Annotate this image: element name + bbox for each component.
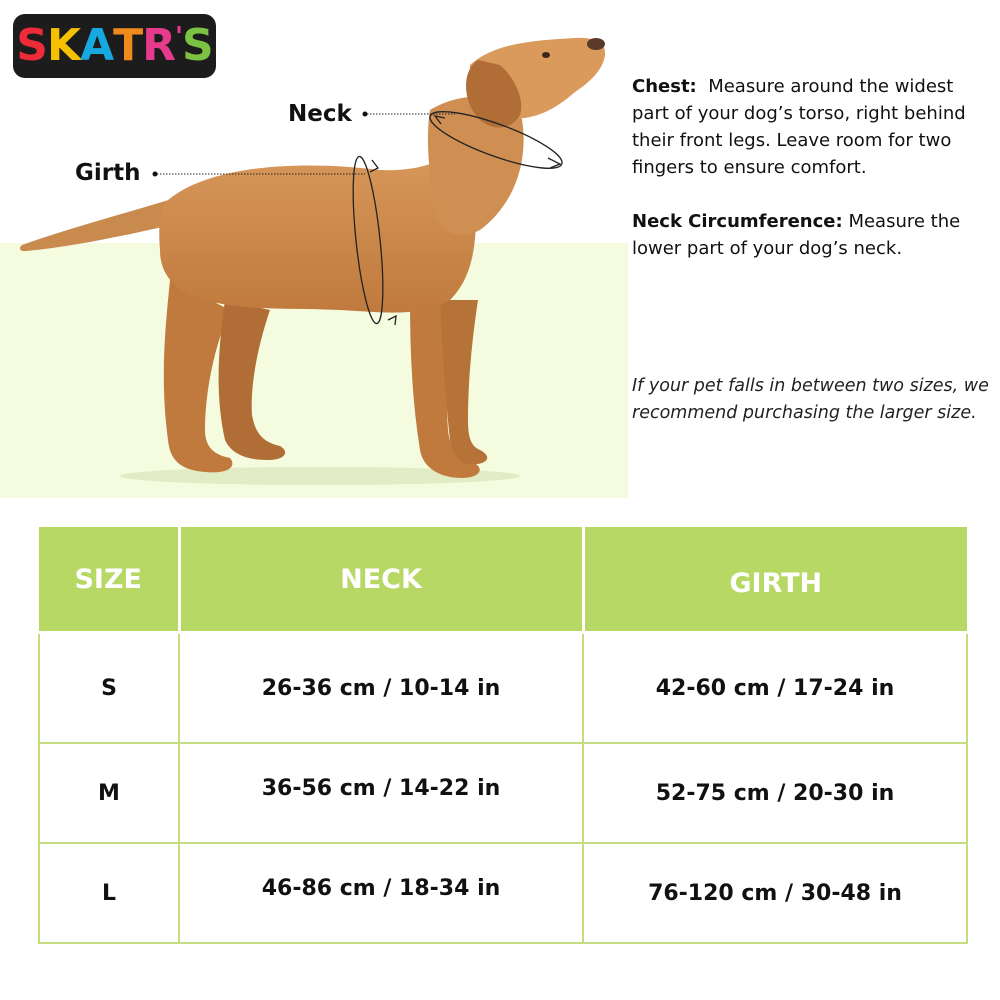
logo-letter: A [80, 20, 114, 71]
neck-title: Neck Circumference: [632, 211, 843, 232]
table-row [39, 843, 967, 943]
chest-info [632, 73, 992, 181]
girth-cell: 76-120 cm / 30-48 in [583, 843, 967, 943]
dog-body [159, 140, 476, 313]
size-cell: L [39, 843, 179, 943]
girth-cell: 42-60 cm / 17-24 in [583, 633, 967, 744]
girth-arrow [388, 316, 396, 325]
neck-text: Measure the lower part of your dog’s neck. [632, 211, 961, 259]
neck-cell: 46-86 cm / 18-34 in [179, 843, 583, 943]
sizing-note: If your pet falls in between two sizes, we recommend purchasing the larger size. [632, 376, 989, 423]
neck-leader-dot [363, 112, 368, 117]
table-row [39, 633, 967, 744]
table-row [39, 743, 967, 843]
girth-cell: 52-75 cm / 20-30 in [583, 743, 967, 843]
dog-illustration [0, 0, 628, 498]
header-neck: NECK [179, 527, 583, 633]
header-size: SIZE [39, 527, 179, 633]
neck-label: Neck [288, 101, 352, 127]
logo-letter: T [113, 20, 143, 71]
dog-nose [587, 38, 605, 50]
girth-leader-dot [153, 172, 158, 177]
dog-back-leg [219, 300, 286, 460]
size-cell: S [39, 633, 179, 744]
dog-eye [542, 52, 550, 58]
size-chart-table [38, 527, 968, 944]
logo-letter: S [16, 20, 47, 71]
logo-letter: R [142, 20, 176, 71]
neck-cell: 36-56 cm / 14-22 in [179, 743, 583, 843]
logo-letter: K [46, 20, 81, 71]
table-header-row [39, 527, 967, 633]
neck-cell: 26-36 cm / 10-14 in [179, 633, 583, 744]
logo-letter: S [182, 20, 213, 71]
header-girth: GIRTH [583, 527, 967, 633]
logo-letter: ' [175, 22, 183, 52]
chest-text: Measure around the widest part of your dog’s torso, right behind their front legs. Leave room for two fingers to ensure comfort. [632, 76, 966, 178]
chest-title: Chest: [632, 76, 697, 97]
size-cell: M [39, 743, 179, 843]
girth-label: Girth [75, 160, 141, 186]
neck-info [632, 208, 992, 262]
